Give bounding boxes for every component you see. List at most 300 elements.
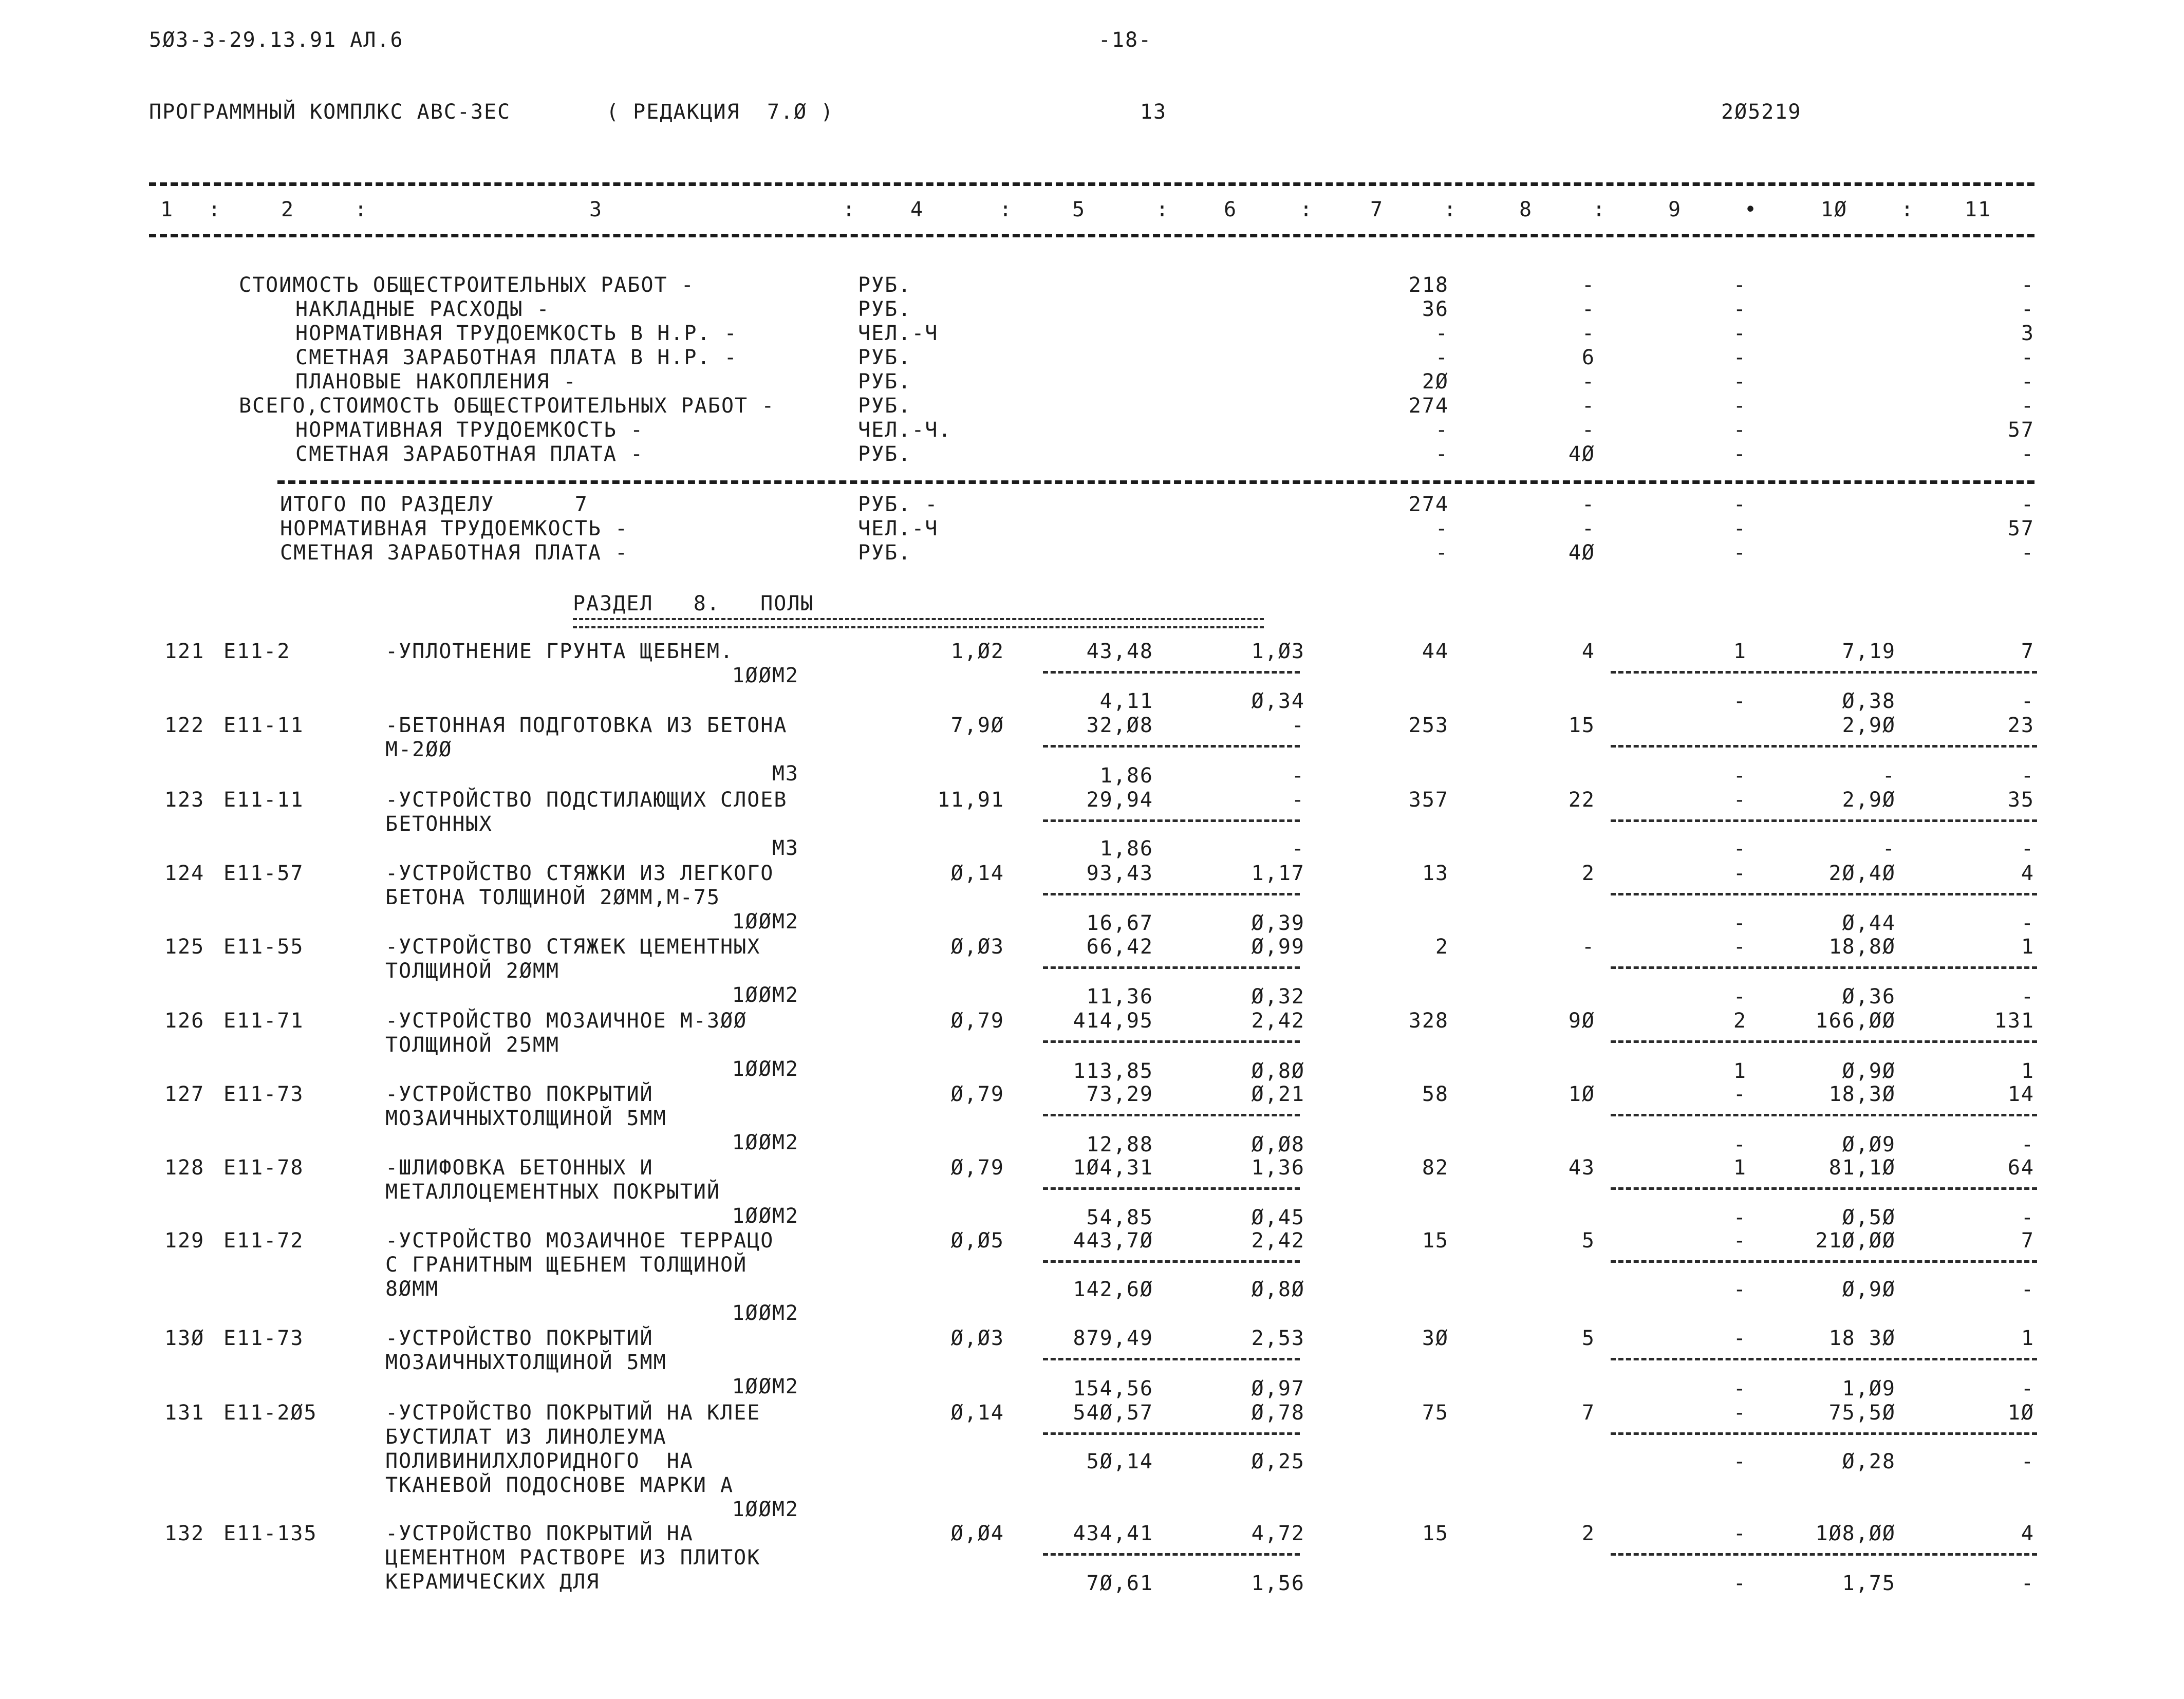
item-rule-cost [1043,1260,1300,1263]
item-sub-col6: Ø,97 [1251,1377,1305,1401]
item-sub-col11: - [2021,1206,2034,1229]
column-separator: : [1444,198,1458,221]
item-col11: 14 [2007,1082,2034,1106]
item-rule-labor [1611,966,2037,969]
column-header-4: 4 [910,198,924,221]
summary-label: СТОИМОСТЬ ОБЩЕСТРОИТЕЛЬНЫХ РАБОТ - [239,273,695,297]
item-unit: 1ØØМ2 [732,1498,799,1521]
item-quantity: Ø,Ø4 [950,1522,1004,1545]
item-code: Е11-73 [223,1327,304,1350]
summary-col9: - [1733,442,1747,466]
item-sub-col5: 142,6Ø [1073,1278,1153,1301]
item-col11: 7 [2021,640,2034,663]
item-sub-col9: - [1733,1572,1747,1595]
item-sub-col6: Ø,Ø8 [1251,1133,1305,1156]
item-unit: 1ØØМ2 [732,1204,799,1228]
item-unit: 1ØØМ2 [732,983,799,1007]
item-description-line: -УСТРОЙСТВО СТЯЖЕК ЦЕМЕНТНЫХ [385,935,761,959]
column-separator: • [1744,198,1758,221]
item-code: Е11-71 [223,1009,304,1033]
item-rule-cost [1043,1553,1300,1556]
item-sub-col10: Ø,9Ø [1842,1278,1896,1301]
item-code: Е11-135 [223,1522,318,1545]
item-total-cost: 2 [1435,935,1449,959]
item-unit-cost: 66,42 [1086,935,1153,959]
summary-col8: - [1581,370,1595,394]
item-sub-col9: - [1733,1377,1747,1401]
item-code: Е11-2 [223,640,291,663]
item-description-line: ТКАНЕВОЙ ПОДОСНОВЕ МАРКИ А [385,1473,734,1497]
total-col7: - [1435,517,1449,540]
item-description-line: -УСТРОЙСТВО МОЗАИЧНОЕ ТЕРРАЦО [385,1229,774,1253]
item-rule-cost [1043,1187,1300,1190]
column-separator: : [1300,198,1314,221]
item-sub-col5: 12,88 [1086,1133,1153,1156]
page-number: -18- [1098,28,1152,52]
summary-col8: - [1581,418,1595,442]
item-col6: - [1291,714,1305,737]
item-rule-cost [1043,966,1300,969]
item-col8: 4 [1581,640,1595,663]
item-description-line: -УПЛОТНЕНИЕ ГРУНТА ЩЕБНЕМ. [385,640,734,663]
item-quantity: 1,Ø2 [950,640,1004,663]
item-description-line: БЕТОНА ТОЛЩИНОЙ 2ØММ,М-75 [385,886,721,909]
item-col11: 1Ø [2007,1401,2034,1425]
column-header-8: 8 [1519,198,1533,221]
item-sub-col5: 5Ø,14 [1086,1450,1153,1473]
summary-col8: - [1581,273,1595,297]
total-col9: - [1733,517,1747,540]
summary-col8: - [1581,322,1595,345]
item-description-line: МЕТАЛЛОЦЕМЕНТНЫХ ПОКРЫТИЙ [385,1180,721,1204]
summary-col8: 6 [1581,346,1595,369]
item-col11: 23 [2007,714,2034,737]
item-description-line: БУСТИЛАТ ИЗ ЛИНОЛЕУМА [385,1425,667,1449]
item-col8: 9Ø [1568,1009,1595,1033]
total-col11: - [2021,493,2034,516]
item-col8: 2 [1581,862,1595,885]
item-col9: - [1733,1522,1747,1545]
item-total-cost: 253 [1408,714,1449,737]
column-header-1: 1 [160,198,174,221]
summary-col8: 4Ø [1568,442,1595,466]
item-unit-cost: 29,94 [1086,788,1153,812]
item-quantity: Ø,14 [950,862,1004,885]
item-col6: 1,36 [1251,1156,1305,1180]
item-col8: 43 [1568,1156,1595,1180]
item-sub-col6: - [1291,837,1305,861]
item-code: Е11-55 [223,935,304,959]
item-description-line: ЦЕМЕНТНОМ РАСТВОРЕ ИЗ ПЛИТОК [385,1546,761,1570]
sheet-number: 13 [1140,100,1167,124]
item-code: Е11-11 [223,714,304,737]
item-rule-labor [1611,1260,2037,1263]
item-col9: 1 [1733,1156,1747,1180]
item-sub-col6: Ø,34 [1251,689,1305,713]
item-col6: Ø,21 [1251,1082,1305,1106]
item-sub-col11: - [2021,1133,2034,1156]
item-number: 127 [164,1082,205,1106]
item-description-line: МОЗАИЧНЫХТОЛЩИНОЙ 5ММ [385,1351,667,1374]
item-sub-col5: 54,85 [1086,1206,1153,1229]
item-col9: - [1733,1229,1747,1253]
item-sub-col6: Ø,39 [1251,911,1305,935]
item-unit: 1ØØМ2 [732,1131,799,1154]
summary-col11: - [2021,297,2034,321]
item-unit-cost: 73,29 [1086,1082,1153,1106]
item-rule-cost [1043,893,1300,895]
item-total-cost: 44 [1422,640,1449,663]
item-sub-col10: Ø,36 [1842,985,1896,1009]
item-sub-col11: - [2021,1572,2034,1595]
item-col8: 2 [1581,1522,1595,1545]
item-description-line: -УСТРОЙСТВО МОЗАИЧНОЕ М-3ØØ [385,1009,748,1033]
item-col8: 15 [1568,714,1595,737]
item-sub-col10: Ø,38 [1842,689,1896,713]
item-rule-labor [1611,1114,2037,1116]
summary-col7: - [1435,322,1449,345]
summary-unit: РУБ. [858,370,912,394]
item-sub-col5: 16,67 [1086,911,1153,935]
summary-label: НАКЛАДНЫЕ РАСХОДЫ - [295,297,550,321]
item-col11: 1 [2021,1327,2034,1350]
total-label: СМЕТНАЯ ЗАРАБОТНАЯ ПЛАТА - [280,541,629,565]
item-description-line: -УСТРОЙСТВО ПОДСТИЛАЮЩИХ СЛОЕВ [385,788,788,812]
document-id: 2Ø5219 [1721,100,1802,124]
item-col9: - [1733,1401,1747,1425]
item-col9: - [1733,1327,1747,1350]
item-unit: М3 [772,836,799,860]
item-rule-cost [1043,1358,1300,1360]
column-separator: : [1593,198,1607,221]
column-separator: : [843,198,856,221]
item-col8: 5 [1581,1229,1595,1253]
item-sub-col9: - [1733,689,1747,713]
summary-col7: - [1435,442,1449,466]
item-col10: 166,ØØ [1815,1009,1896,1033]
item-sub-col5: 154,56 [1073,1377,1153,1401]
item-col10: 18,3Ø [1828,1082,1896,1106]
total-col11: - [2021,541,2034,565]
item-unit-cost: 32,Ø8 [1086,714,1153,737]
total-col8: 4Ø [1568,541,1595,565]
item-sub-col9: - [1733,985,1747,1009]
total-col8: - [1581,517,1595,540]
summary-unit: РУБ. [858,273,912,297]
item-col8: - [1581,935,1595,959]
item-rule-labor [1611,1187,2037,1190]
item-unit-cost: 434,41 [1073,1522,1153,1545]
item-col8: 7 [1581,1401,1595,1425]
item-col10: 75,5Ø [1828,1401,1896,1425]
item-sub-col6: - [1291,764,1305,788]
item-description-line: -УСТРОЙСТВО ПОКРЫТИЙ НА [385,1522,694,1545]
item-col11: 35 [2007,788,2034,812]
item-unit-cost: 54Ø,57 [1073,1401,1153,1425]
column-header-5: 5 [1072,198,1086,221]
item-total-cost: 328 [1408,1009,1449,1033]
item-unit: 1ØØМ2 [732,1301,799,1325]
summary-col11: 3 [2021,322,2034,345]
item-number: 128 [164,1156,205,1180]
item-rule-cost [1043,1040,1300,1043]
item-unit-cost: 414,95 [1073,1009,1153,1033]
item-sub-col5: 11,36 [1086,985,1153,1009]
item-col11: 131 [1994,1009,2034,1033]
item-code: Е11-73 [223,1082,304,1106]
item-col9: - [1733,788,1747,812]
item-unit: 1ØØМ2 [732,1057,799,1081]
item-number: 131 [164,1401,205,1425]
item-col10: 2Ø,4Ø [1828,862,1896,885]
item-total-cost: 357 [1408,788,1449,812]
item-number: 126 [164,1009,205,1033]
item-quantity: Ø,Ø3 [950,935,1004,959]
summary-col9: - [1733,418,1747,442]
item-sub-col10: - [1882,764,1896,788]
item-number: 125 [164,935,205,959]
item-description-line: ТОЛЩИНОЙ 2ØММ [385,959,560,983]
summary-col7: 36 [1422,297,1449,321]
item-quantity: Ø,79 [950,1009,1004,1033]
summary-label: ВСЕГО,СТОИМОСТЬ ОБЩЕСТРОИТЕЛЬНЫХ РАБОТ - [239,394,775,418]
summary-col7: 2Ø [1422,370,1449,394]
item-total-cost: 75 [1422,1401,1449,1425]
item-code: Е11-78 [223,1156,304,1180]
item-unit: 1ØØМ2 [732,910,799,933]
item-sub-col10: Ø,5Ø [1842,1206,1896,1229]
summary-col7: - [1435,346,1449,369]
item-sub-col6: Ø,8Ø [1251,1059,1305,1083]
summary-rule [277,480,2034,484]
item-unit-cost: 1Ø4,31 [1073,1156,1153,1180]
item-description-line: -УСТРОЙСТВО ПОКРЫТИЙ НА КЛЕЕ [385,1401,761,1425]
item-sub-col9: 1 [1733,1059,1747,1083]
item-code: Е11-2Ø5 [223,1401,318,1425]
item-quantity: Ø,Ø3 [950,1327,1004,1350]
item-col11: 7 [2021,1229,2034,1253]
item-col6: - [1291,788,1305,812]
item-quantity: Ø,79 [950,1082,1004,1106]
item-col9: - [1733,862,1747,885]
item-col11: 4 [2021,1522,2034,1545]
item-sub-col11: - [2021,1450,2034,1473]
item-col10: 7,19 [1842,640,1896,663]
item-col10: 21Ø,ØØ [1815,1229,1896,1253]
item-col6: 1,17 [1251,862,1305,885]
item-total-cost: 15 [1422,1229,1449,1253]
column-header-3: 3 [589,198,603,221]
item-description-line: -УСТРОЙСТВО СТЯЖКИ ИЗ ЛЕГКОГО [385,862,774,885]
item-sub-col11: - [2021,985,2034,1009]
item-col10: 2,9Ø [1842,788,1896,812]
item-number: 123 [164,788,205,812]
summary-col11: - [2021,346,2034,369]
item-sub-col11: 1 [2021,1059,2034,1083]
summary-label: СМЕТНАЯ ЗАРАБОТНАЯ ПЛАТА - [295,442,644,466]
item-rule-cost [1043,745,1300,748]
item-col6: 2,42 [1251,1009,1305,1033]
item-sub-col5: 7Ø,61 [1086,1572,1153,1595]
summary-col9: - [1733,370,1747,394]
summary-col9: - [1733,394,1747,418]
item-sub-col5: 4,11 [1099,689,1153,713]
summary-col11: 57 [2007,418,2034,442]
item-description-line: МОЗАИЧНЫХТОЛЩИНОЙ 5ММ [385,1107,667,1130]
item-total-cost: 82 [1422,1156,1449,1180]
item-quantity: Ø,14 [950,1401,1004,1425]
item-sub-col9: - [1733,1278,1747,1301]
item-total-cost: 13 [1422,862,1449,885]
item-rule-labor [1611,1432,2037,1435]
item-number: 129 [164,1229,205,1253]
item-description-line: -УСТРОЙСТВО ПОКРЫТИЙ [385,1327,654,1350]
item-code: Е11-72 [223,1229,304,1253]
item-unit: М3 [772,762,799,786]
item-sub-col6: 1,56 [1251,1572,1305,1595]
item-description-line: С ГРАНИТНЫМ ЩЕБНЕМ ТОЛЩИНОЙ [385,1253,748,1277]
total-col7: 274 [1408,493,1449,516]
total-label: НОРМАТИВНАЯ ТРУДОЕМКОСТЬ - [280,517,629,540]
item-col9: - [1733,1082,1747,1106]
summary-col11: - [2021,442,2034,466]
column-separator: : [1901,198,1915,221]
total-col8: - [1581,493,1595,516]
item-sub-col9: - [1733,837,1747,861]
item-sub-col10: 1,75 [1842,1572,1896,1595]
item-rule-cost [1043,671,1300,674]
item-rule-labor [1611,745,2037,748]
summary-col9: - [1733,322,1747,345]
summary-col7: 218 [1408,273,1449,297]
item-col11: 4 [2021,862,2034,885]
item-col8: 1Ø [1568,1082,1595,1106]
column-header-6: 6 [1223,198,1238,221]
item-sub-col6: Ø,25 [1251,1450,1305,1473]
item-description-line: -БЕТОННАЯ ПОДГОТОВКА ИЗ БЕТОНА [385,714,788,737]
item-sub-col9: - [1733,764,1747,788]
item-unit-cost: 43,48 [1086,640,1153,663]
item-sub-col9: - [1733,1450,1747,1473]
item-rule-labor [1611,671,2037,674]
item-description-line: -ШЛИФОВКА БЕТОННЫХ И [385,1156,654,1180]
summary-col11: - [2021,273,2034,297]
column-separator: : [1156,198,1170,221]
total-unit: РУБ. [858,541,912,565]
column-separator: : [354,198,368,221]
summary-col9: - [1733,273,1747,297]
item-number: 122 [164,714,205,737]
item-description-line: ТОЛЩИНОЙ 25ММ [385,1033,560,1057]
item-unit-cost: 879,49 [1073,1327,1153,1350]
item-quantity: 7,9Ø [950,714,1004,737]
item-rule-labor [1611,1358,2037,1360]
item-sub-col11: - [2021,837,2034,861]
summary-col8: - [1581,394,1595,418]
column-separator: : [208,198,222,221]
column-separator: : [999,198,1013,221]
section-title-underline [573,618,1264,628]
item-total-cost: 15 [1422,1522,1449,1545]
item-number: 13Ø [164,1327,205,1350]
summary-col8: - [1581,297,1595,321]
summary-label: НОРМАТИВНАЯ ТРУДОЕМКОСТЬ В Н.Р. - [295,322,738,345]
total-unit: ЧЕЛ.-Ч [858,517,939,540]
column-header-9: 9 [1668,198,1682,221]
item-rule-cost [1043,819,1300,822]
column-header-2: 2 [281,198,295,221]
summary-unit: ЧЕЛ.-Ч. [858,418,952,442]
item-rule-labor [1611,893,2037,895]
summary-unit: ЧЕЛ.-Ч [858,322,939,345]
item-description-line: ПОЛИВИНИЛХЛОРИДНОГО НА [385,1449,694,1473]
column-header-7: 7 [1370,198,1384,221]
summary-col7: 274 [1408,394,1449,418]
item-sub-col5: 1,86 [1099,837,1153,861]
program-edition: ( РЕДАКЦИЯ 7.Ø ) [606,100,834,124]
item-sub-col11: - [2021,764,2034,788]
program-title: ПРОГРАММНЫЙ КОМПЛКС АВС-3ЕС [149,100,511,124]
item-sub-col5: 113,85 [1073,1059,1153,1083]
header-rule-bottom [149,234,2034,237]
item-sub-col11: - [2021,911,2034,935]
item-quantity: Ø,Ø5 [950,1229,1004,1253]
item-code: Е11-11 [223,788,304,812]
item-col6: 4,72 [1251,1522,1305,1545]
item-sub-col11: - [2021,1377,2034,1401]
item-sub-col10: Ø,9Ø [1842,1059,1896,1083]
item-col6: Ø,99 [1251,935,1305,959]
total-unit: РУБ. - [858,493,939,516]
header-rule-top [149,182,2034,186]
item-rule-labor [1611,1553,2037,1556]
item-rule-cost [1043,1114,1300,1116]
item-total-cost: 58 [1422,1082,1449,1106]
item-unit-cost: 443,7Ø [1073,1229,1153,1253]
summary-unit: РУБ. [858,297,912,321]
summary-col7: - [1435,418,1449,442]
item-number: 132 [164,1522,205,1545]
item-quantity: Ø,79 [950,1156,1004,1180]
total-col9: - [1733,541,1747,565]
item-unit: 1ØØМ2 [732,1375,799,1398]
summary-col11: - [2021,394,2034,418]
item-sub-col9: - [1733,911,1747,935]
document-code: 5Ø3-3-29.13.91 АЛ.6 [149,28,404,52]
item-sub-col6: Ø,8Ø [1251,1278,1305,1301]
item-description-line: М-2ØØ [385,738,453,761]
item-col10: 18,8Ø [1828,935,1896,959]
item-col6: 2,53 [1251,1327,1305,1350]
item-sub-col11: - [2021,689,2034,713]
item-col10: 1Ø8,ØØ [1815,1522,1896,1545]
summary-col11: - [2021,370,2034,394]
summary-col9: - [1733,297,1747,321]
item-rule-labor [1611,1040,2037,1043]
total-col11: 57 [2007,517,2034,540]
item-quantity: 11,91 [937,788,1004,812]
item-col9: 2 [1733,1009,1747,1033]
item-sub-col10: Ø,Ø9 [1842,1133,1896,1156]
item-col8: 22 [1568,788,1595,812]
item-col9: 1 [1733,640,1747,663]
item-col11: 1 [2021,935,2034,959]
item-description-line: 8ØММ [385,1277,439,1301]
item-col10: 18 3Ø [1828,1327,1896,1350]
summary-label: ПЛАНОВЫЕ НАКОПЛЕНИЯ - [295,370,577,394]
item-sub-col10: Ø,28 [1842,1450,1896,1473]
item-col6: 1,Ø3 [1251,640,1305,663]
